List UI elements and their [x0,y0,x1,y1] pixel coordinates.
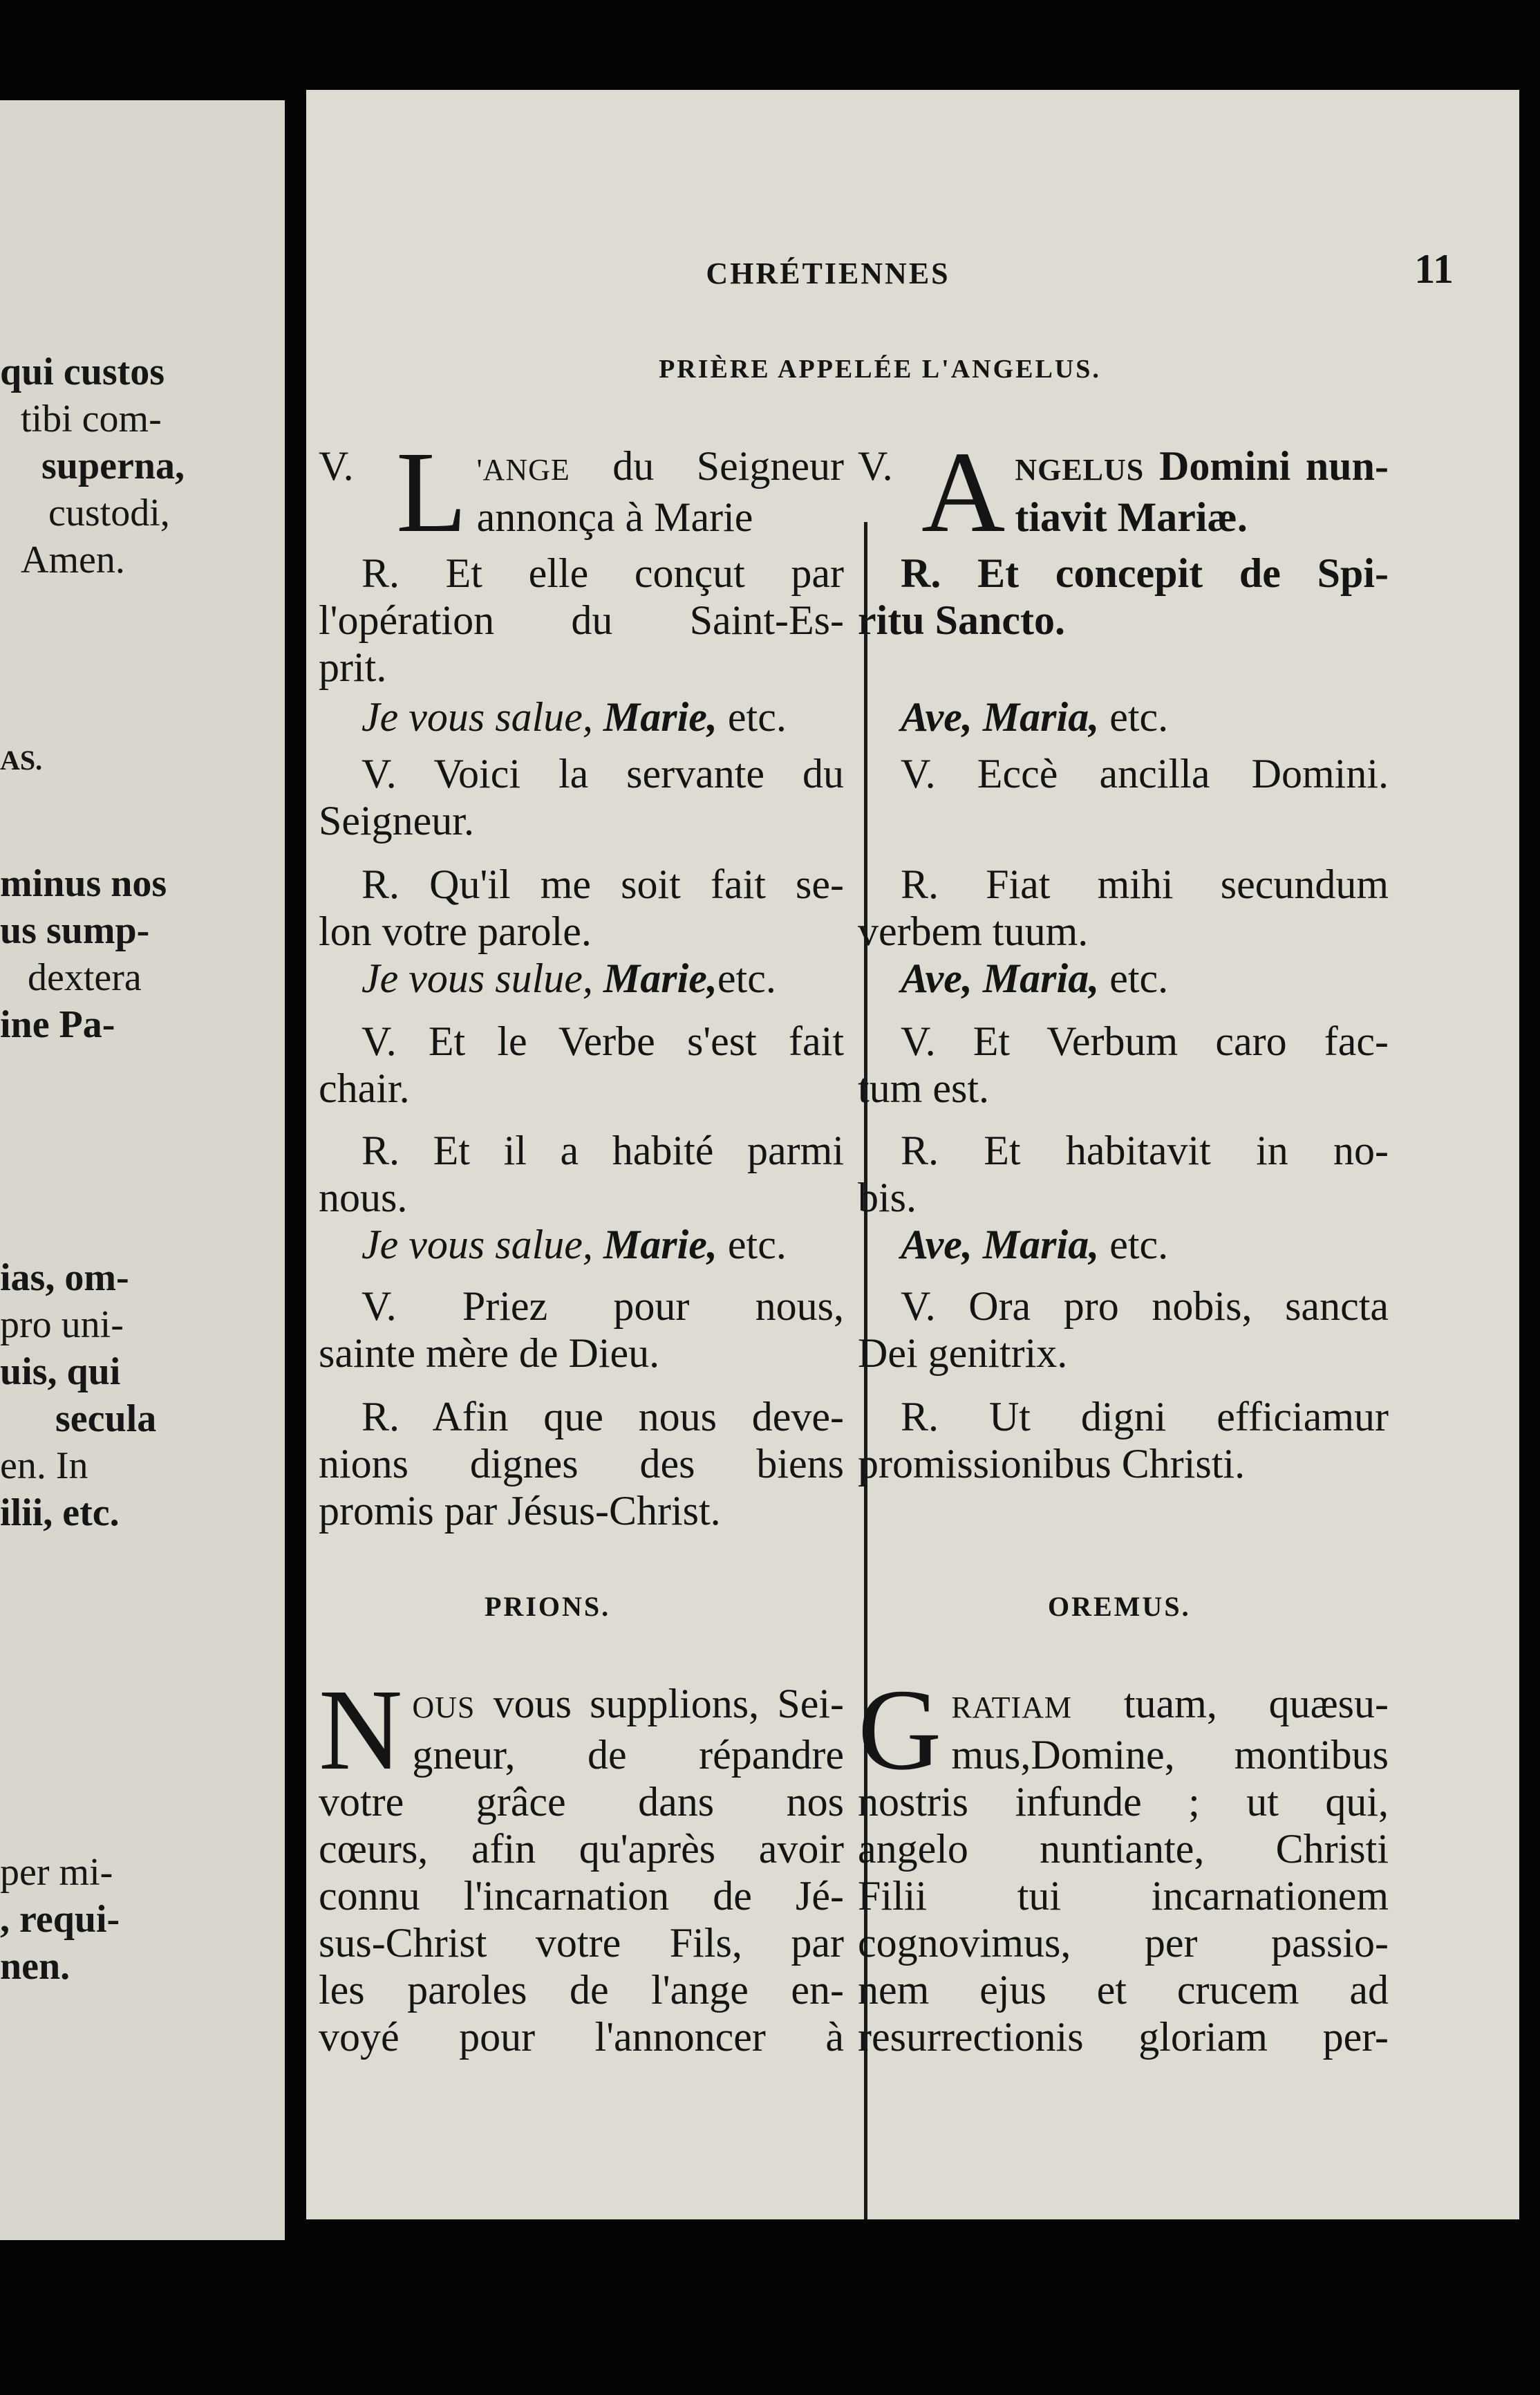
ave-maria-3: Je vous salue, Marie, etc. [361,1222,787,1267]
versicle-3: V. Et le Verbe s'est fait [361,1018,844,1064]
response-4-cont: promissionibus Christi. [858,1441,1246,1487]
left-page-text-fragment: pro uni- [0,1303,124,1346]
response-1-cont: l'opération du Saint-Es- prit. [319,597,844,690]
left-page-fragment [0,100,285,2240]
versicle-4-cont: Dei genitrix. [858,1330,1068,1376]
ave-maria-1: Ave, Maria, etc. [901,694,1169,740]
left-page-text-fragment: Amen. [21,539,125,581]
prions-heading: PRIONS. [485,1591,611,1622]
response-4: R. Ut digni efficiamur [901,1394,1389,1439]
left-page-text-fragment: nen. [0,1945,71,1988]
left-page-text-fragment: en. In [0,1444,88,1487]
versicle-2-cont: Seigneur. [319,798,474,844]
text-line: annonça à Marie [476,494,753,540]
ave-maria-2: Je vous sulue, Marie,etc. [361,956,776,1001]
drop-capital: L [396,428,467,557]
left-page-text-fragment: uis, qui [0,1350,121,1393]
response-3-cont: bis. [858,1175,917,1220]
left-page-text-fragment: custodi, [48,492,170,534]
response-3-cont: nous. [319,1175,408,1220]
drop-capital: A [921,428,1006,557]
response-3: R. Et habitavit in no- [901,1128,1389,1173]
left-page-text-fragment: per mi- [0,1851,113,1894]
drop-capital: N [319,1666,403,1794]
left-page-text-fragment: ilii, etc. [0,1491,120,1534]
left-page-text-fragment: tibi com- [21,398,162,440]
left-page-text-fragment: dextera [28,956,142,999]
response-1: R. Et elle conçut par [361,550,844,596]
book-page [306,90,1519,2219]
text-line: NGELUS Domini nun- [1015,443,1389,489]
versicle-3-cont: chair. [319,1065,410,1111]
versicle-2: V. Eccè ancilla Domini. [901,751,1389,796]
prayer-latin: G RATIAM tuam, quæsu- mus,Domine, montibus nostris infunde ; ut qui, angelo nuntiante, Christi Filii tui incarnationem cognovimus, per passio- nem ejus et crucem ad resurrectionis gloriam per- [858,1666,1389,2060]
versicle-1 [858,428,1389,557]
text-line: tiavit Mariæ. [1015,494,1248,540]
prayer-title: PRIÈRE APPELÉE L'ANGELUS. [659,355,1101,384]
drop-capital: G [858,1666,942,1794]
page-number: 11 [1414,246,1454,292]
left-page-text-fragment: secula [55,1397,157,1440]
versicle-3-cont: tum est. [858,1065,989,1111]
response-4: R. Afin que nous deve- [361,1394,844,1439]
response-2: R. Qu'il me soit fait se- [361,861,844,907]
ave-maria-3: Ave, Maria, etc. [901,1222,1169,1267]
versicle-4-cont: sainte mère de Dieu. [319,1330,660,1376]
response-1: R. Et concepit de Spi- [901,550,1389,596]
versicle-3: V. Et Verbum caro fac- [901,1018,1389,1064]
response-2-cont: lon votre parole. [319,908,592,954]
versicle-1 [319,428,845,557]
left-page-text-fragment: ine Pa- [0,1003,115,1046]
oremus-heading: OREMUS. [1048,1591,1191,1622]
left-page-text-fragment: , requi- [0,1898,120,1941]
left-page-text-fragment: superna, [41,445,185,487]
left-page-text-fragment: ias, om- [0,1256,129,1299]
response-4-cont: nions dignes des biens promis par Jésus-Christ. [319,1441,844,1534]
response-2-cont: verbem tuum. [858,908,1089,954]
running-head: CHRÉTIENNES [706,257,950,290]
versicle-4: V. Ora pro nobis, sancta [901,1283,1389,1329]
ave-maria-2: Ave, Maria, etc. [901,956,1169,1001]
versicle-2: V. Voici la servante du [361,751,844,796]
response-3: R. Et il a habité parmi [361,1128,844,1173]
left-page-text-fragment: minus nos [0,862,167,905]
text-line: 'ANGE du Seigneur [476,443,845,489]
left-page-text-fragment: AS. [0,745,43,776]
versicle-4: V. Priez pour nous, [361,1283,844,1329]
verse-marker: V. [858,443,893,489]
left-page-text-fragment: us sump- [0,909,150,952]
ave-maria-1: Je vous salue, Marie, etc. [361,694,787,740]
prayer-french: N OUS vous supplions, Sei- gneur, de répandre votre grâce dans nos cœurs, afin qu'après avoir connu l'incarnation de Jé- sus-Christ votre Fils, par les paroles de l'ange en- voyé pour l'annoncer à [319,1666,844,2060]
left-page-text-fragment: qui custos [0,351,165,393]
verse-marker: V. [319,443,354,489]
response-1-cont: ritu Sancto. [858,597,1065,643]
response-2: R. Fiat mihi secundum [901,861,1389,907]
